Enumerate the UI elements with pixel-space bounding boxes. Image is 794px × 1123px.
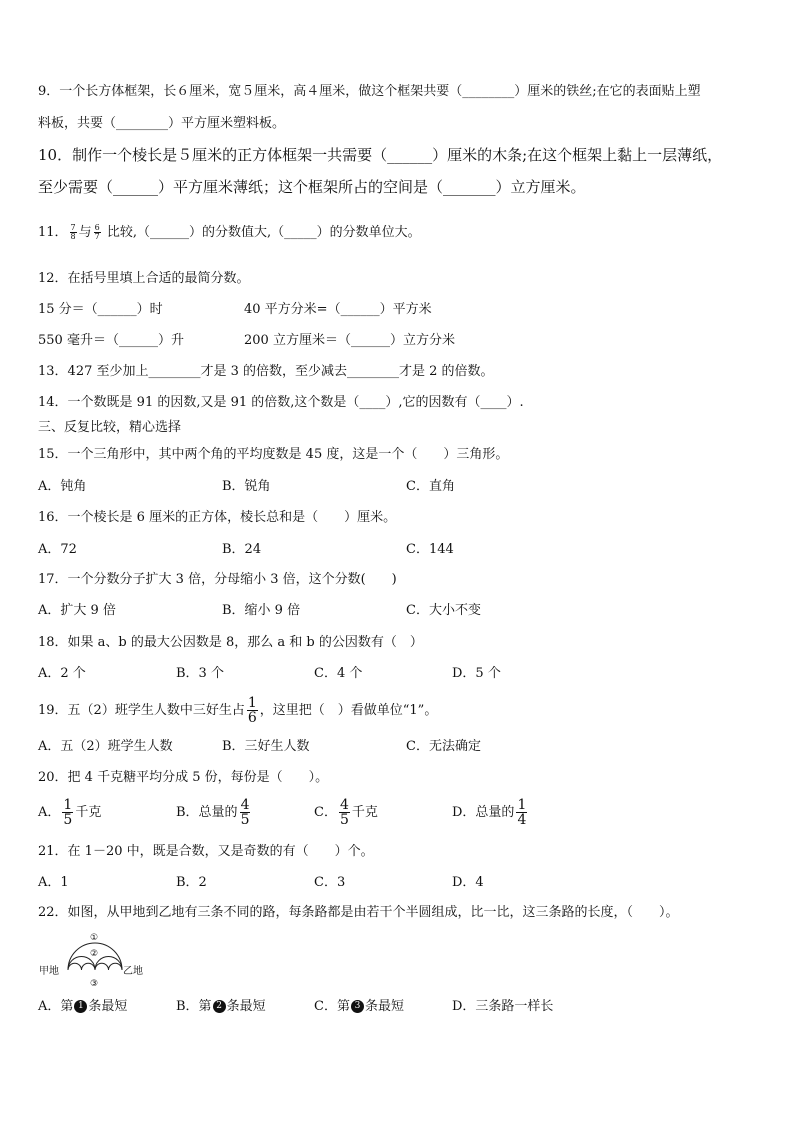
q21-option-a: A．1 — [38, 875, 69, 890]
q20-option-d: D．总量的 $\frac{1}{4}$ — [452, 797, 527, 828]
q17-option-b: B．缩小 9 倍 — [222, 603, 301, 618]
fig-label-yi: 乙地 — [123, 966, 143, 977]
q19-option-b: B．三好生人数 — [222, 739, 310, 754]
q20-option-b: B．总量的 $\frac{4}{5}$ — [176, 797, 250, 828]
section-3-heading: 三、反复比较，精心选择 — [38, 420, 182, 435]
q14: 14．一个数既是 91 的因数,又是 91 的倍数,这个数是（____）,它的因数有（____）. — [38, 395, 524, 410]
q22-option-b: B．第 2 条最短 — [176, 999, 266, 1014]
q19-fraction: $\frac{1}{6}$ — [247, 695, 257, 726]
q16-option-a: A．72 — [38, 542, 77, 557]
circled-2-glyph: 2 — [213, 1000, 226, 1013]
q20-option-c-fraction: $\frac{4}{5}$ — [339, 797, 349, 828]
q12-item-d: 200 立方厘米＝（______）立方分米 — [244, 333, 455, 348]
q18-option-b: B．3 个 — [176, 666, 224, 681]
q11-number: 11． — [38, 225, 68, 240]
q22-option-d: D．三条路一样长 — [452, 999, 554, 1014]
circled-3-glyph: 3 — [351, 1000, 364, 1013]
q17-option-c: C．大小不变 — [406, 603, 481, 618]
q12-item-b: 40 平方分米=（______）平方米 — [244, 302, 432, 317]
q18-stem: 18．如果 a、b 的最大公因数是 8，那么 a 和 b 的公因数有（ ） — [38, 635, 423, 650]
q19-stem-pre: 19．五（2）班学生人数中三好生占 — [38, 703, 245, 718]
q10-line1: 10．制作一个棱长是５厘米的正方体框架一共需要（______）厘米的木条;在这个框架上黏上一层薄纸， — [38, 146, 723, 164]
q17-stem: 17．一个分数分子扩大 3 倍，分母缩小 3 倍，这个分数( ) — [38, 572, 397, 587]
q19-stem — [38, 696, 437, 726]
q9-line2: 料板，共要（________）平方厘米塑料板。 — [38, 116, 286, 131]
q16-option-b: B．24 — [222, 542, 262, 557]
fig-label-1: ① — [90, 933, 99, 943]
q20-option-a: A． $\frac{1}{5}$ 千克 — [38, 797, 102, 828]
q17-option-a: A．扩大 9 倍 — [38, 603, 116, 618]
q15-option-b: B．锐角 — [222, 479, 271, 494]
circled-1-glyph: 1 — [74, 1000, 87, 1013]
q21-option-b: B．2 — [176, 875, 207, 890]
q18-option-a: A．2 个 — [38, 666, 86, 681]
q11-rest: 比较,（______）的分数值大,（_____）的分数单位大。 — [106, 225, 421, 240]
q21-stem: 21．在 1－20 中，既是合数，又是奇数的有（ ）个。 — [38, 844, 374, 859]
q20-option-d-fraction: $\frac{1}{4}$ — [517, 797, 527, 828]
q22-semicircle-figure — [38, 928, 146, 990]
q15-stem: 15．一个三角形中，其中两个角的平均度数是 45 度，这是一个（ ）三角形。 — [38, 447, 509, 462]
fig-label-jia: 甲地 — [39, 966, 59, 977]
q19-stem-post: ，这里把（ ）看做单位“1”。 — [259, 703, 438, 718]
q21-option-d: D．4 — [452, 875, 484, 890]
q15-option-c: C．直角 — [406, 479, 455, 494]
q18-option-d: D．5 个 — [452, 666, 501, 681]
q11-fraction-1: $\frac{7}{8}$ — [70, 223, 76, 241]
q11 — [38, 224, 421, 241]
q11-yu: 与 — [78, 225, 92, 240]
q20-stem: 20．把 4 千克糖平均分成 5 份，每份是（ ）。 — [38, 770, 329, 785]
q13: 13．427 至少加上________才是 3 的倍数，至少减去________才是 2 的倍数。 — [38, 364, 494, 379]
q16-stem: 16．一个棱长是 6 厘米的正方体，棱长总和是（ ）厘米。 — [38, 510, 397, 525]
q12-title: 12．在括号里填上合适的最简分数。 — [38, 271, 250, 286]
q12-item-a: 15 分＝（______）时 — [38, 302, 163, 317]
q16-option-c: C．144 — [406, 542, 454, 557]
q11-fraction-2: $\frac{6}{7}$ — [94, 223, 100, 241]
fig-label-3: ③ — [90, 979, 99, 989]
q19-option-a: A．五（2）班学生人数 — [38, 739, 173, 754]
q20-option-b-fraction: $\frac{4}{5}$ — [240, 797, 250, 828]
q10-line2: 至少需要（______）平方厘米薄纸；这个框架所占的空间是（_______）立方厘米。 — [38, 178, 586, 196]
q21-option-c: C．3 — [314, 875, 346, 890]
q12-item-c: 550 毫升＝（______）升 — [38, 333, 184, 348]
q22-option-c: C．第 3 条最短 — [314, 999, 404, 1014]
q20-option-a-fraction: $\frac{1}{5}$ — [63, 797, 73, 828]
q20-option-c: C． $\frac{4}{5}$ 千克 — [314, 797, 378, 828]
q9-line1: 9．一个长方体框架，长６厘米，宽５厘米，高４厘米，做这个框架共要（________）厘米的铁丝;在它的表面贴上塑 — [38, 84, 701, 99]
q22-stem: 22．如图，从甲地到乙地有三条不同的路，每条路都是由若干个半圆组成，比一比，这三条路的长度，（ ）。 — [38, 905, 679, 920]
q15-option-a: A．钝角 — [38, 479, 87, 494]
fig-label-2: ② — [90, 949, 99, 959]
q22-option-a: A．第 1 条最短 — [38, 999, 128, 1014]
q19-option-c: C．无法确定 — [406, 739, 481, 754]
q18-option-c: C．4 个 — [314, 666, 363, 681]
